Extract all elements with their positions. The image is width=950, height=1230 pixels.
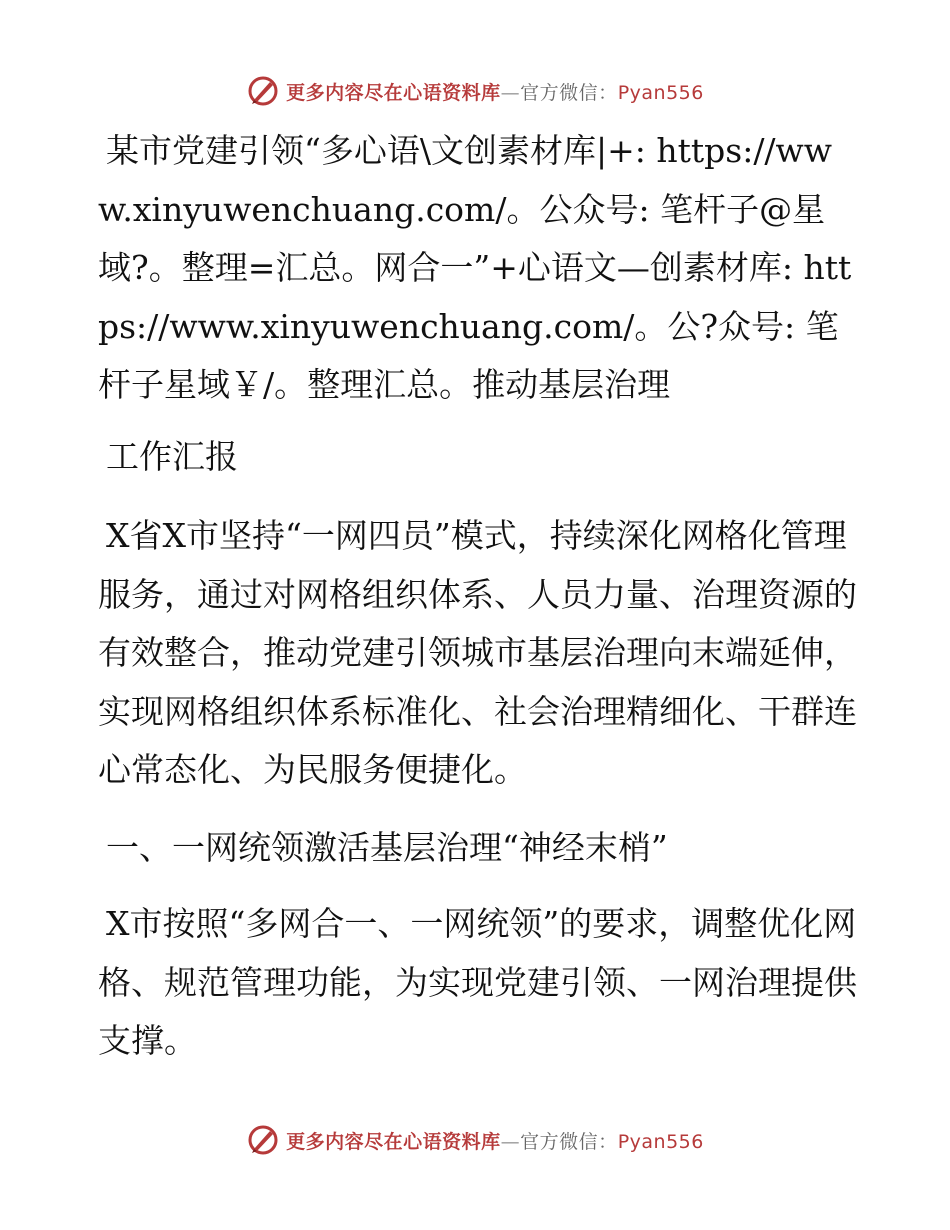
banner-text bbox=[286, 1127, 704, 1154]
quill-logo-icon bbox=[246, 74, 280, 108]
document-title-paragraph: 某市党建引领“多心语\文创素材库|+: https://www.xinyuwenchuang.com/。公众号: 笔杆子@星域?。整理=汇总。网合一”+心语文—创素材库: https://www.xinyuwenchuang.com/。公?众号: 笔杆子星域￥/。整理汇总。推动基层治理 bbox=[98, 131, 852, 404]
banner-text bbox=[286, 78, 704, 105]
banner-main-text: 更多内容尽在心语资料库 bbox=[286, 1130, 501, 1153]
document-subtitle: 工作汇报 bbox=[106, 436, 238, 476]
banner-dash: — bbox=[500, 1130, 521, 1153]
footer-watermark-banner bbox=[0, 1120, 950, 1160]
intro-paragraph: X省X市坚持“一网四员”模式，持续深化网格化管理服务，通过对网格组织体系、人员力量、治理资源的有效整合，推动党建引领城市基层治理向末端延伸，实现网格组织体系标准化、社会治理精细化、干群连心常态化、为民服务便捷化。 bbox=[98, 516, 857, 789]
banner-wechat-label: 官方微信： bbox=[520, 81, 618, 104]
section-heading: 一、一网统领激活基层治理“神经末梢” bbox=[106, 827, 668, 867]
section-paragraph: X市按照“多网合一、一网统领”的要求，调整优化网格、规范管理功能，为实现党建引领、一网治理提供支撑。 bbox=[98, 904, 857, 1060]
banner-dash: — bbox=[500, 81, 521, 104]
document-body bbox=[98, 122, 858, 1071]
banner-wechat-label: 官方微信： bbox=[520, 1130, 618, 1153]
header-watermark-banner bbox=[0, 71, 950, 111]
quill-logo-icon bbox=[246, 1123, 280, 1157]
banner-wechat-id: Pyan556 bbox=[617, 81, 704, 104]
banner-main-text: 更多内容尽在心语资料库 bbox=[286, 81, 501, 104]
banner-wechat-id: Pyan556 bbox=[617, 1130, 704, 1153]
